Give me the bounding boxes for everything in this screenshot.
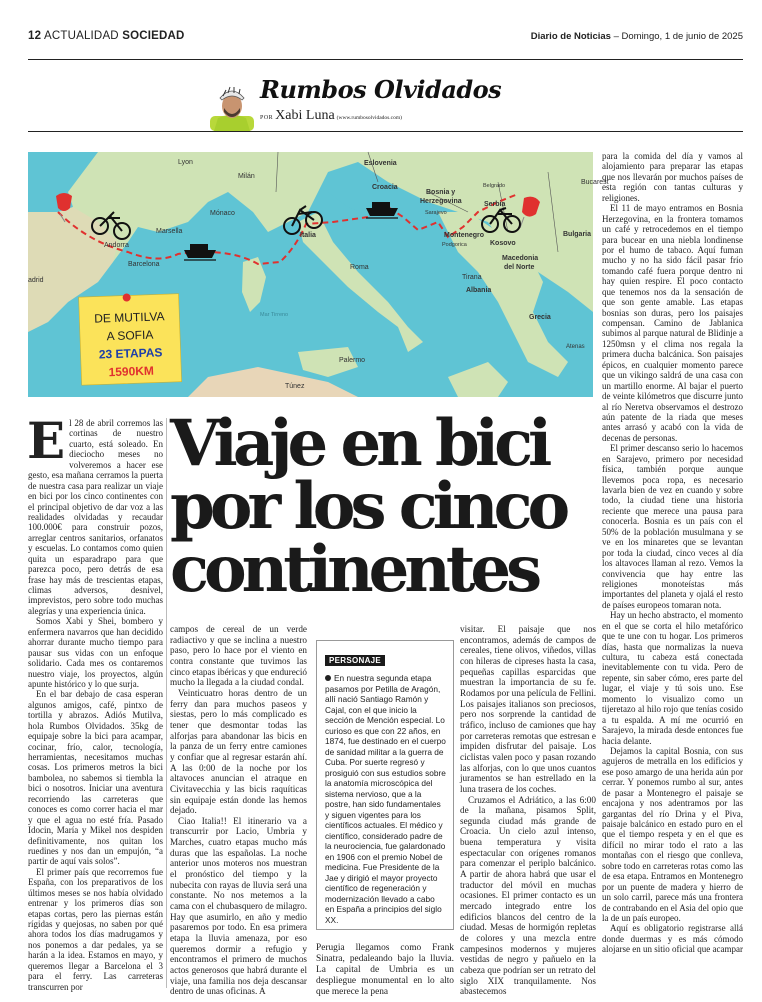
paragraph: l 28 de abril corremos las cortinas de nuestro cuarto, está soleado. En dieciocho meses no volveremos a hacer ese gesto, esa mañana cerramos la puerta de nuestra casa para realizar un viaje en bici por los cinco continentes con el principal objetivo de dar voz a las realidades olvidadas y recaudar 100.000€ para construir pozos, arreglar centros sanitarios, orfanatos y escuelas. Lo contamos como quien quita un esparadrapo para que parezca poco, pero detrás de esa frase hay más de trescientas etapas, climas adversos, desnivel, imprevistos, pero sobre todo muchas alegrías y una experiencia única.: [28, 418, 163, 616]
map-label: Belgrado: [483, 183, 506, 189]
note-line-4: 1590KM: [108, 363, 155, 380]
column-divider: [166, 418, 167, 988]
sticky-note: [79, 292, 182, 385]
paragraph: visitar. El paisaje que nos encontramos, además de campos de cereales, tiene olivos, viñedos, villas con hileras de cipreses hasta la casa, pequeñas capillas esparcidas que muestran la importancia de su fe. Rodamos por una película de Fellini. Los paisajes italianos son preciosos, pero nos sorprende la cantidad de tráfico, incluso de camiones que hay por carreteras remotas que estresan e impiden disfrutar del paisaje. Los ciclistas valen poco y pasan rozando las alforjas, con lo que unos cuantos juramentos se han estrellado en la luna trasera de los coches.: [460, 624, 596, 794]
paragraph: para la comida del día y vamos al alojamiento para preparar las etapas que nos llevarán por muchos países de esta región con tantas culturas y religiones.: [602, 151, 743, 203]
map-label: Marsella: [156, 228, 183, 235]
column-title: Rumbos Olvidados: [260, 75, 502, 104]
map-label: Mar Tirreno: [260, 312, 289, 318]
map-label: Herzegovina: [420, 198, 462, 205]
column-masthead: [28, 60, 743, 132]
map-label: Mónaco: [210, 210, 235, 217]
map-label: Tirana: [462, 274, 482, 281]
map-label: Grecia: [529, 314, 551, 321]
page-header: [28, 28, 743, 60]
subsection-name: SOCIEDAD: [122, 30, 185, 42]
note-line-1: DE MUTILVA: [94, 309, 165, 326]
map-label: Milán: [238, 173, 255, 180]
route-map: [28, 152, 609, 397]
article-column-3: [316, 943, 454, 997]
paragraph: En el bar debajo de casa esperan algunos amigos, café, pintxo de tortilla y abrazos. Adiós Mutilva, hola Rumbos Olvidados. 35kg de equipaje sobre la bici para acampar, cocinar, frío, calor, tecnología, herramientas, necesitamos muchas cosas. Los primeros metros la bici bambolea, no sabemos si tiembla la bici o nosotros. Iniciar una aventura recorriendo las carreteras que conoces es como correr hacia el mar y que el agua no esté fría. Pasado Idocin, María y Mikel nos despiden definitivamente, nos quitan los ruedines y nos dan un empujón, “a partir de aquí vais solos”.: [28, 689, 163, 867]
paragraph: Dejamos la capital Bosnia, con sus agujeros de metralla en los edificios y ese poso amargo de una herida aún por cerrar. Y ponemos rumbo al sur, antes de pasar a Montenegro el paisaje se encajona y nos adentramos por las gargantas del río Drina y el Piva, paisaje balcánico en estado puro en el que el tiempo respeta y en el que es difícil no mirar todo el rato a las montañas con el riesgo que conlleva, sobre todo en carreteras rotas como las de esa etapa. Entramos en Montenegro por un puente de madera y hierro de un solo carril, parece más una frontera de contrabando en el Asia del opio que la de un país europeo.: [602, 745, 743, 923]
headline-line: por los cinco: [170, 469, 566, 544]
section-name: ACTUALIDAD: [43, 30, 119, 42]
note-line-3: 23 ETAPAS: [98, 345, 163, 362]
author-name: Xabi Luna: [275, 108, 335, 123]
drop-cap: E: [27, 411, 66, 470]
issue-info: [531, 31, 743, 42]
paragraph: Cruzamos el Adriático, a las 6:00 de la mañana, pisamos Split, segunda ciudad más grande de Croacia. Un cielo azul intenso, buena temperatura y visita espectacular con orígenes romanos para comenzar el periplo balcánico. A partir de ahora habrá que usar el traductor del móvil en muchas ocasiones. El primer contacto es un mercado integrado entre los edificios blancos del centro de la ciudad. Mesas de hormigón repletas de colores y una mezcla entre campesinos modernos y mujeres vestidas de negro y pañuelo en la cabeza que podrían ser un retrato del siglo XIX tranquilamente. Nos abastecemos: [460, 794, 596, 997]
map-label: Podgorica: [442, 242, 467, 248]
paragraph: Somos Xabi y Shei, bombero y enfermera navarros que han decidido ahorrar durante mucho tiempo para pausar sus vidas con un enfoque solidario. Cada mes os contaremos nuestro viaje, los proyectos, algún apunte histórico y lo que surja.: [28, 616, 163, 689]
map-label: Macedonia: [502, 255, 539, 262]
paragraph: Hay un hecho abstracto, el momento en el que se corta el hilo metafórico que te une con tu hogar. Los primeros días, hasta que normalizas la nueva cultura, tu cabeza está conectada inevitablemente con tu vida. Pero de repente, sin saber cómo, eres parte del lugar, el viaje y tú sois uno. Ese momento lo visualizo como un tijeretazo al hilo rojo que tenías cosido a tu espalda. A mí me ocurrió en Sarajevo, la mirada desde entonces fue hacia delante.: [602, 610, 743, 746]
paragraph: El 11 de mayo entramos en Bosnia Herzegovina, en la frontera tomamos un café y retrocedemos en el tiempo para bucear en una niebla londinense por el humo de tabaco. Aquí fuman mucho y no ha sido fácil pasar frío tomando café fuera porque dentro ni hay quien respire. El poco contacto que tenemos nos da la sensación de que son gente amable. Las etapas bosnias son duras, pero los paisajes compensan. Camino de Jablanica subimos al parque natural de Blidinje a 1250msn y el clima nos regala la primera ducha balcánica. Son paisajes épicos, en cualquier momento parece que un vikingo saldrá de una casa con un martillo enorme. Al bajar el puerto de veinte kilómetros que discurre junto al río Neretva observamos el destrozo aún patente de la riada que meses antes arrasó y acabó con la vida de decenas de personas.: [602, 203, 743, 443]
map-label: Andorra: [104, 242, 129, 249]
headline: [170, 406, 600, 607]
bullet-icon: [325, 675, 331, 681]
map-label: Túnez: [285, 383, 305, 390]
note-line-2: A SOFIA: [106, 327, 154, 344]
map-label: Albania: [466, 287, 492, 294]
paragraph: campos de cereal de un verde radiactivo y que se inclina a nuestro paso, pero lo hace por el viento en contra constante que tuvimos las cinco etapas ibéricas y que endureció mucho la llegada a la ciudad condal.: [170, 624, 307, 688]
paragraph: El primer descanso serio lo hacemos en Sarajevo, primero por necesidad física, también porque aunque llevemos poca ropa, es necesario lavarla bien de vez en cuando y sobre todo, la ciudad tiene una historia reciente que merece una pausa para conocerla. Bosnia es un país con el 50% de la población musulmana y se ve en los minaretes que se levantan por toda la ciudad, cinco veces al día los altavoces llaman al rezo. Vemos la convivencia que hay entre las religiones monoteístas más importantes del planeta y ojalá el resto de países europeos tomaran nota.: [602, 443, 743, 610]
headline-line: continentes: [170, 532, 538, 607]
issue-date: – Domingo, 1 de junio de 2025: [613, 31, 743, 42]
byline-prefix: POR: [260, 115, 274, 121]
sidebar-tag: PERSONAJE: [325, 655, 385, 666]
paragraph: Perugia llegamos como Frank Sinatra, pedaleando bajo la lluvia. La capital de Umbria es un despliegue monumental en lo alto que merece la pena: [316, 943, 454, 997]
section-label: [28, 30, 185, 42]
paragraph: Veinticuatro horas dentro de un ferry dan para muchos paseos y siestas, pero lo más complicado es tener que desmontar todas las alforjas para abandonar las bicis en la panza de un ferry entre camiones y confiar que al regresar estarán ahí. A las 0:00 de la noche por los altavoces anuncian el atraque en Civitavecchia y las bicis raquíticas sin equipaje están donde las hemos dejado.: [170, 687, 307, 816]
map-label: Palermo: [339, 357, 366, 364]
map-label: Italia: [300, 232, 316, 239]
article-column-5: [602, 151, 743, 955]
headline-line: Viaje en bici: [170, 406, 548, 481]
map-label: Bosnia y: [426, 189, 456, 196]
map-label: Bulgaria: [563, 231, 592, 238]
map-label: Barcelona: [128, 261, 160, 268]
paragraph: El primer país que recorremos fue España, con los preparativos de los últimos meses se nos había olvidado entrenar y los primeros días son etapas cortas, pero las piernas están rígidas y quejosas, no saben por qué ahora todos los días madrugamos y nos ponemos a dar pedales, ya se harán a la idea. Estamos en mayo, y queremos llegar a Barcelona el 3 para el ferry. Las carreteras transcurren por: [28, 866, 163, 992]
map-label: Bucarest: [581, 179, 609, 186]
map-label: Montenegro: [444, 232, 485, 239]
map-label: Roma: [350, 264, 369, 271]
author-website[interactable]: (www.rumbosolvidados.com): [336, 115, 402, 121]
personaje-sidebar: [316, 640, 454, 930]
map-label: Croacia: [372, 184, 398, 191]
sidebar-body: En nuestra segunda etapa pasamos por Petilla de Aragón, allí nació Santiago Ramón y Cajal, con el que inicio la sección de Mención especial. Lo curioso es que con 22 años, en 1874, fue destinado en el cuerpo de sanidad militar a la guerra de Cuba. Por suerte regresó y prosiguió con sus estudios sobre la anatomía microscópica del sistema nervioso, que a la postre, han sido fundamentales y siguen vigentes para los científicos actuales. El médico y científico, considerado padre de la neurociencia, fue galardonado en 1906 con el premio Nobel de medicina. Fue Presidente de la Jae y dirigió el mayor proyecto científico de regeneración y modernización llevado a cabo en España a principios del siglo XX.: [325, 673, 446, 925]
map-label: Kosovo: [490, 240, 516, 247]
article-column-2: [170, 624, 307, 997]
map-label: Eslovenia: [364, 160, 397, 167]
map-label: Sarajevo: [425, 210, 447, 216]
paragraph: Ciao Italia!! El itinerario va a transcurrir por Lacio, Umbria y Marches, cuatro etapas mucho más duras que las españolas. La noche anterior unos moteros nos muestran el pronóstico del tiempo y la nubecita con rayas de lluvia será una constante. No nos metemos a la cama con el chubasquero de milagro. Hay que asumirlo, en año y medio pasaremos por todo. En esa primera etapa la lluvia amenaza, por eso queremos dormir a refugio y encontramos el primero de muchos actos generosos que habrá durante el viaje, una familia nos deja descansar dentro de unas oficinas. A: [170, 815, 307, 997]
map-label: Lyon: [178, 159, 193, 166]
map-label: adrid: [28, 277, 44, 284]
newspaper-name: Diario de Noticias: [530, 31, 611, 42]
map-label: Serbia: [484, 201, 506, 208]
page-number: 12: [28, 30, 42, 42]
column-byline: [260, 108, 402, 124]
map-label: del Norte: [504, 264, 535, 271]
map-label: Atenas: [566, 344, 585, 350]
article-column-4: [460, 624, 596, 997]
author-avatar: [208, 82, 256, 131]
article-column-1: [27, 411, 163, 992]
paragraph: Aquí es obligatorio registrarse allá donde duermas y es más cómodo alojarse en un sitio oficial que acampar: [602, 923, 743, 955]
